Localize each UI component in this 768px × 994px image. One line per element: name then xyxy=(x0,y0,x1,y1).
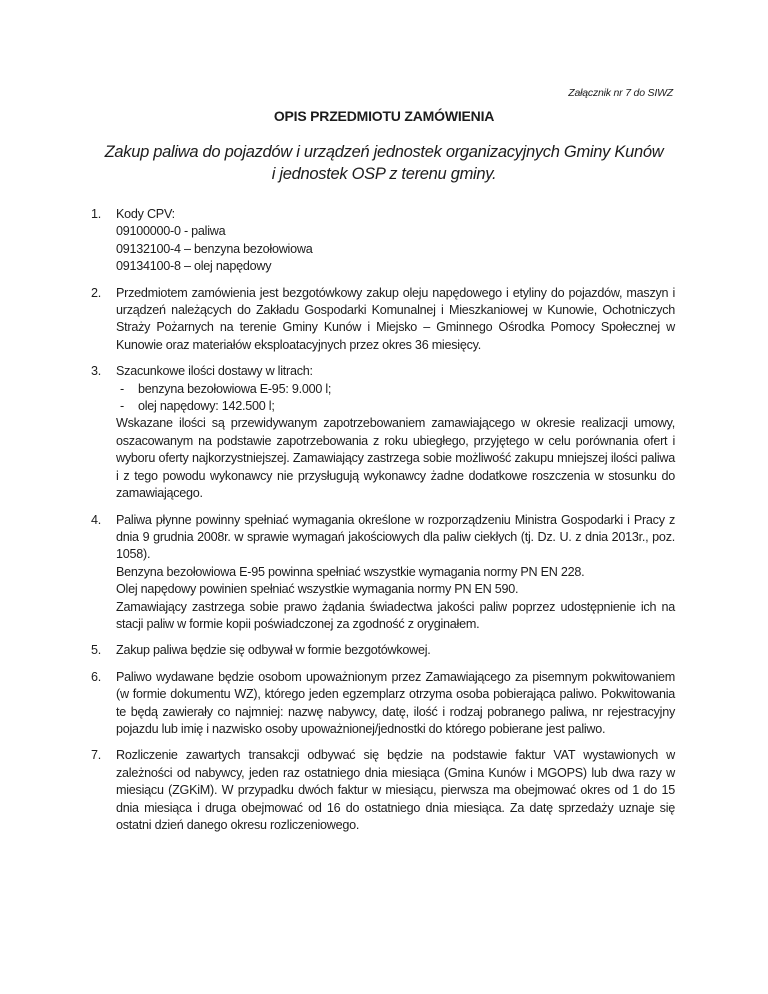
item-heading: Kody CPV: xyxy=(116,207,175,221)
item-text: Zamawiający zastrzega sobie prawo żądania świadectwa jakości paliw poprzez udostępnienie ich na stacji paliw w formie kopii poświadczonej za zgodność z oryginałem. xyxy=(116,599,675,631)
dash-item-text: olej napędowy: 142.500 l; xyxy=(138,399,275,414)
dash-marker: - xyxy=(120,381,124,396)
cpv-code: 09100000-0 - paliwa xyxy=(116,224,226,239)
item-number: 3. xyxy=(91,364,102,379)
subtitle-line-2: i jednostek OSP z terenu gminy. xyxy=(271,165,497,183)
list-item-quantities xyxy=(91,363,675,502)
item-text-line: Benzyna bezołowiowa E-95 powinna spełniać wszystkie wymagania normy PN EN 228. xyxy=(116,564,585,579)
annex-label: Załącznik nr 7 do SIWZ xyxy=(568,87,673,99)
list-item-issuance xyxy=(91,669,675,739)
item-number: 5. xyxy=(91,643,102,658)
item-text-line: Olej napędowy powinien spełniać wszystkie wymagania normy PN EN 590. xyxy=(116,582,519,597)
document-subtitle xyxy=(60,141,708,185)
item-number: 6. xyxy=(91,669,102,684)
item-text: Rozliczenie zawartych transakcji odbywać się będzie na podstawie faktur VAT wystawionych w zależności od nabywcy, jeden raz ostatniego dnia miesiąca (Gmina Kunów i MGOPS) lub dwa razy w miesiącu (ZGKiM). W przypadku dwóch faktur w miesiącu, pierwsza ma obejmować okres od 1 do 15 dnia miesiąca i druga obejmować od 16 do ostatniego dnia miesiąca. Za datę sprzedaży uznaje się ostatni dzień danego okresu rozliczeniowego. xyxy=(116,748,675,832)
list-item-payment-form xyxy=(91,642,675,659)
list-item-settlement xyxy=(91,747,675,834)
dash-item-text: benzyna bezołowiowa E-95: 9.000 l; xyxy=(138,381,332,396)
cpv-code: 09132100-4 – benzyna bezołowiowa xyxy=(116,241,313,256)
item-text: Wskazane ilości są przewidywanym zapotrzebowaniem zamawiającego w okresie realizacji umowy, oszacowanym na podstawie zapotrzebowania z roku ubiegłego, przyjętego w celu porównania ofert i wyboru oferty najkorzystniejszej. Zamawiający zastrzega sobie możliwość zakupu mniejszej ilości paliwa i z tego powodu wykonawcy nie przysługują wykonawcy żadne dodatkowe roszczenia w stosunku do zamawiającego. xyxy=(116,416,675,501)
dash-marker: - xyxy=(120,399,124,414)
document-title: OPIS PRZEDMIOTU ZAMÓWIENIA xyxy=(273,108,495,124)
dash-item xyxy=(116,398,675,415)
item-text: Przedmiotem zamówienia jest bezgotówkowy zakup oleju napędowego i etyliny do pojazdów, maszyn i urządzeń należących do Zakładu Gospodarki Komunalnej i Mieszkaniowej w Kunowie, Ochotniczych Straży Pożarnych na terenie Gminy Kunów i Miejsko – Gminnego Ośrodka Pomocy Społecznej w Kunowie oraz materiałów eksploatacyjnych przez okres 36 miesięcy. xyxy=(116,285,675,352)
item-text: Paliwo wydawane będzie osobom upoważnionym przez Zamawiającego za pisemnym pokwitowaniem (w formie dokumentu WZ), którego jeden egzemplarz otrzyma osoba pobierająca paliwo. Pokwitowania te będą zawierały co najmniej: nazwę nabywcy, datę, ilość i rodzaj pobranego paliwa, nr rejestracyjny pojazdu lub imię i nazwisko osoby upoważnionej/jednostki do którego pobierane jest paliwo. xyxy=(116,669,675,736)
numbered-list xyxy=(91,206,675,843)
item-heading: Szacunkowe ilości dostawy w litrach: xyxy=(116,364,313,379)
cpv-code: 09134100-8 – olej napędowy xyxy=(116,259,272,274)
list-item-subject xyxy=(91,285,675,355)
subtitle-line-1: Zakup paliwa do pojazdów i urządzeń jednostek organizacyjnych Gminy Kunów xyxy=(104,143,664,161)
item-number: 2. xyxy=(91,285,102,300)
item-text: Paliwa płynne powinny spełniać wymagania określone w rozporządzeniu Ministra Gospodarki i Pracy z dnia 9 grudnia 2008r. w sprawie wymagań jakościowych dla paliw ciekłych (tj. Dz. U. z dnia 2013r., poz. 1058). xyxy=(116,512,675,562)
item-number: 7. xyxy=(91,748,102,763)
list-item-cpv-codes xyxy=(91,206,675,276)
list-item-requirements xyxy=(91,512,675,634)
item-text: Zakup paliwa będzie się odbywał w formie bezgotówkowej. xyxy=(116,643,431,658)
item-number: 4. xyxy=(91,512,102,527)
item-number: 1. xyxy=(91,207,102,221)
dash-item xyxy=(116,381,675,398)
